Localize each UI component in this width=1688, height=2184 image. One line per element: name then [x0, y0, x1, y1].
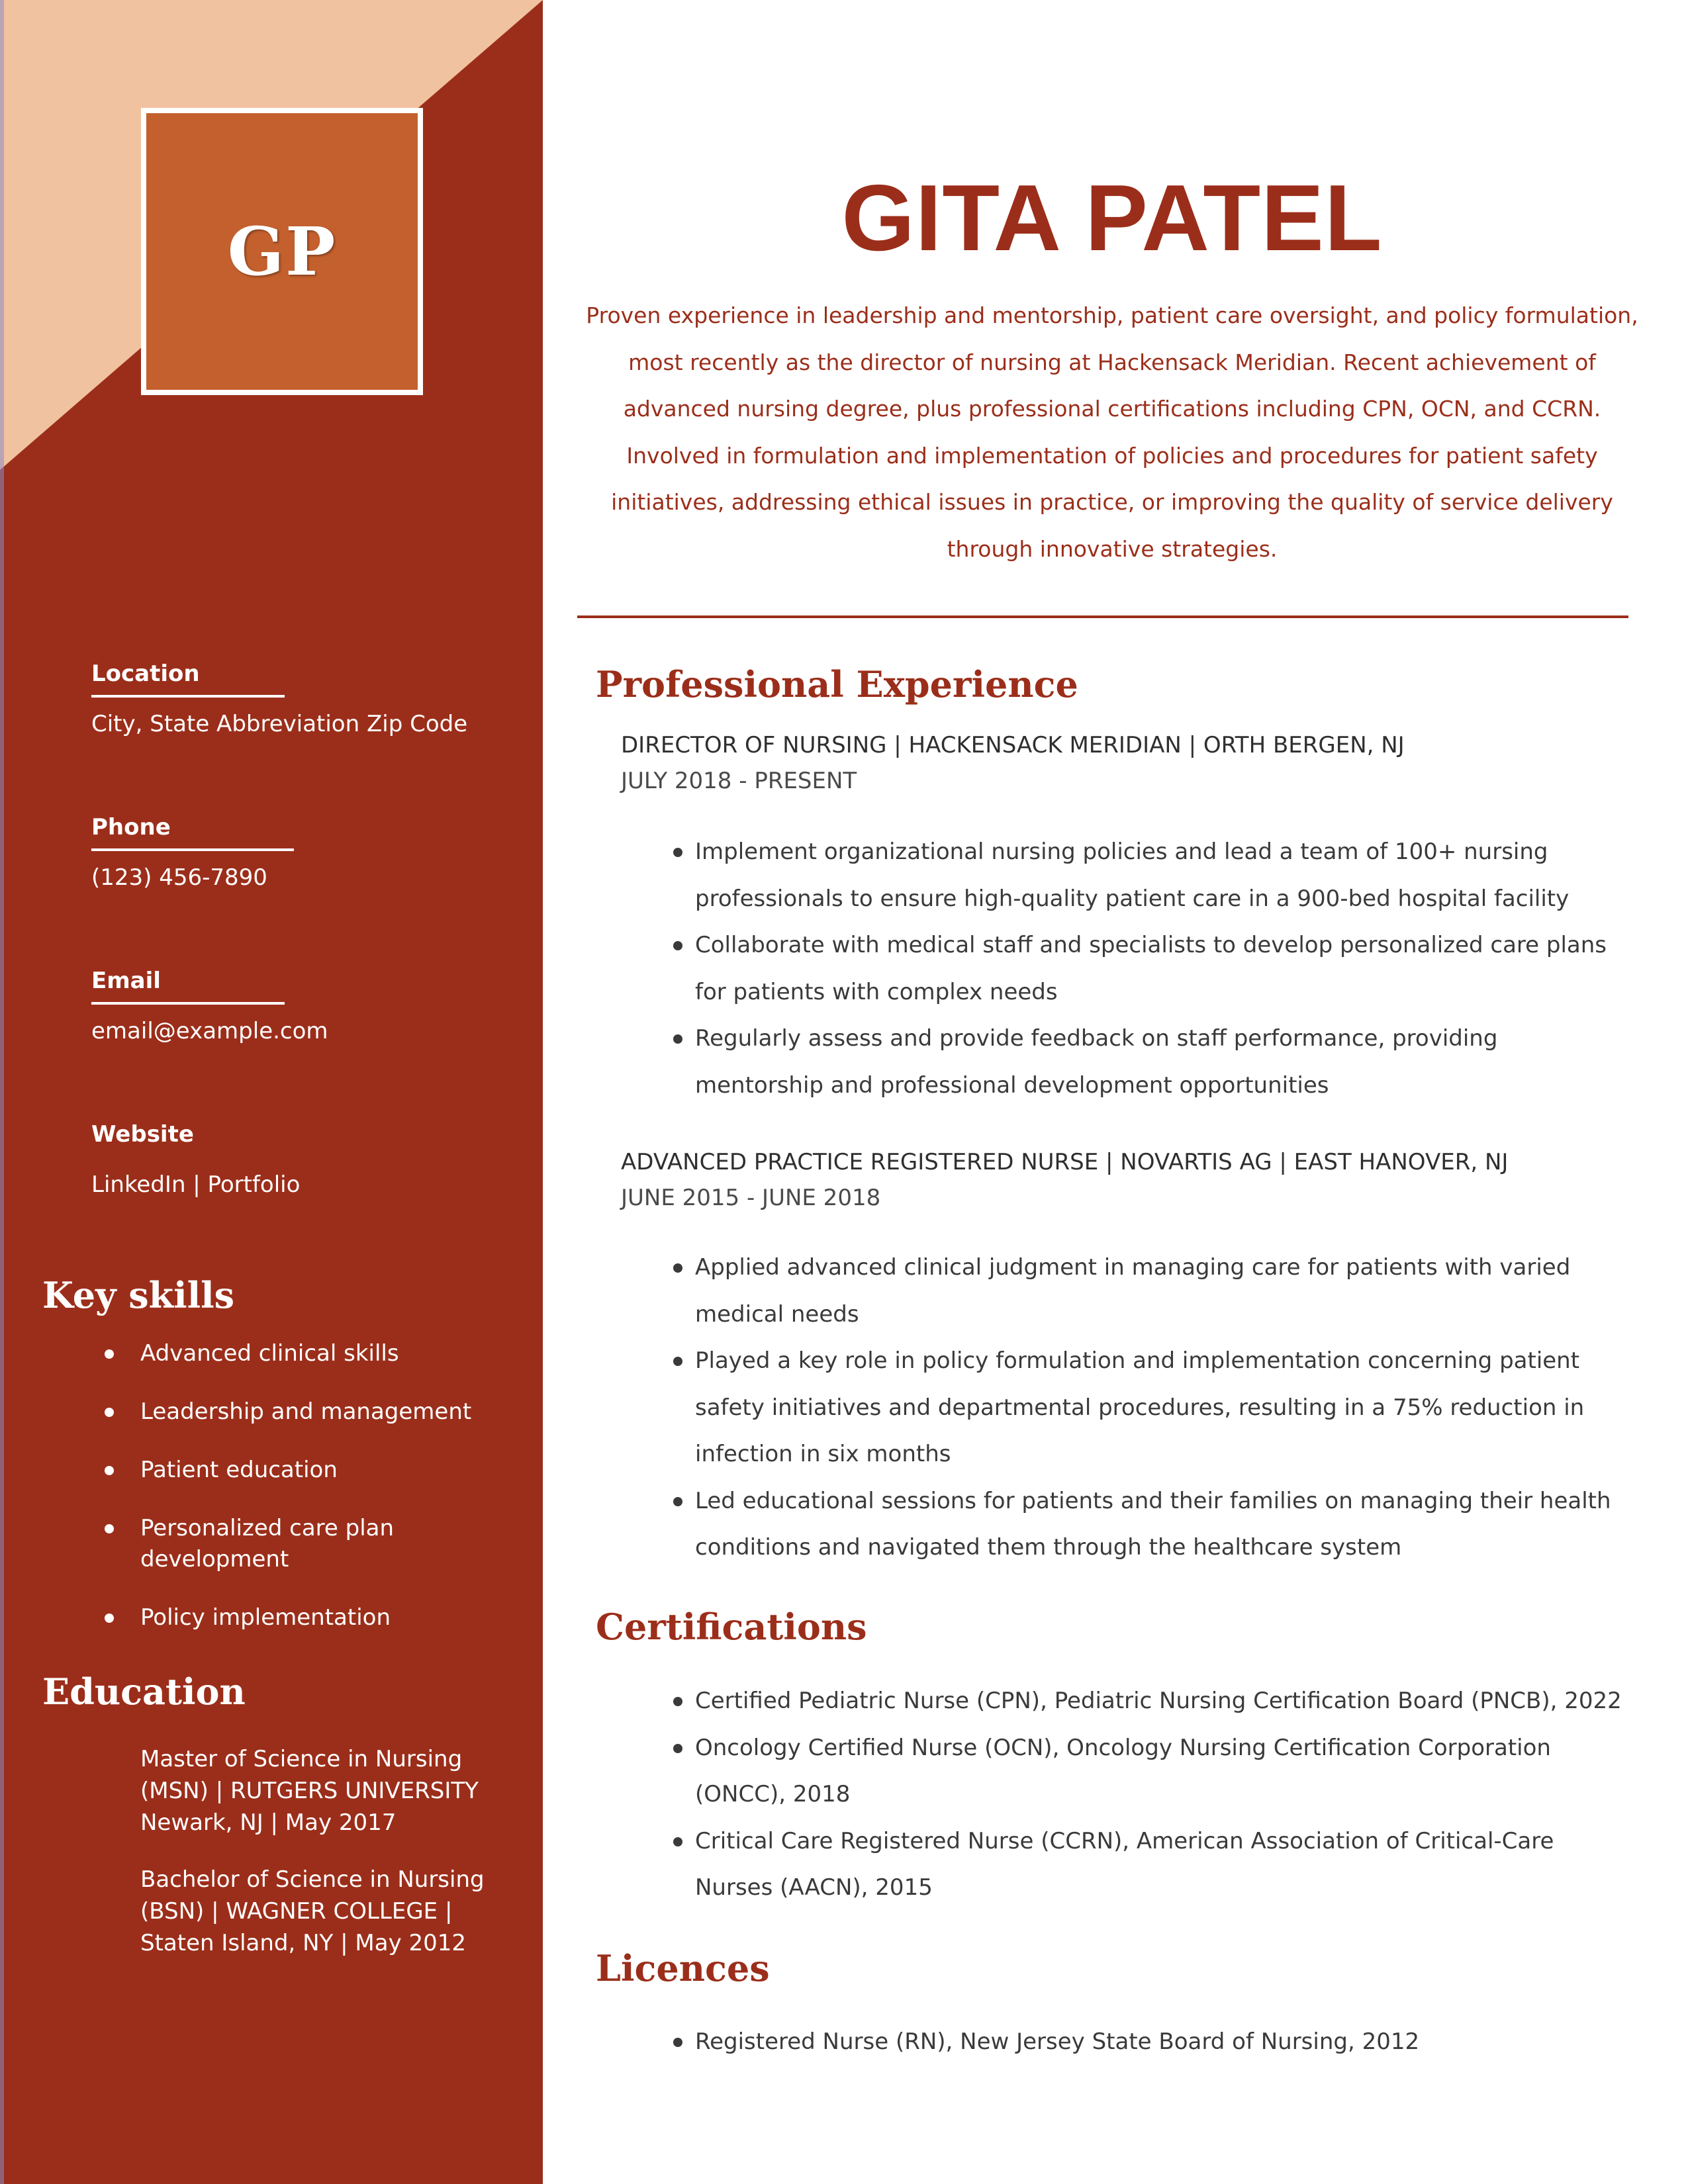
education-heading: Education [42, 1670, 246, 1713]
experience-heading: Professional Experience [596, 663, 1078, 705]
email-value[interactable]: email@example.com [91, 1018, 328, 1044]
bullet-icon [673, 941, 682, 950]
list-item: Registered Nurse (RN), New Jersey State Board of Nursing, 2012 [0, 2019, 1628, 2066]
job-title: DIRECTOR OF NURSING | HACKENSACK MERIDIAN | ORTH BERGEN, NJ [621, 732, 1405, 758]
list-item: Collaborate with medical staff and specialists to develop personalized care plans for patients with complex needs [0, 922, 1628, 1015]
bullet-icon [673, 1034, 682, 1044]
bullet-icon [673, 1744, 682, 1753]
job-bullets [0, 829, 1628, 1109]
bullet-icon [673, 1837, 682, 1846]
certifications-list [0, 1678, 1628, 1911]
monogram-initials: GP [227, 212, 337, 291]
contact-location [91, 660, 467, 737]
certifications-heading: Certifications [596, 1606, 867, 1648]
list-item: Implement organizational nursing policies and lead a team of 100+ nursing professionals to ensure high-quality patient care in a 900-bed hospital facility [0, 829, 1628, 922]
job-bullets [0, 1244, 1628, 1571]
location-label: Location [91, 660, 200, 687]
licences-heading: Licences [596, 1947, 770, 1989]
list-item: Played a key role in policy formulation and implementation concerning patient safety initiatives and departmental procedures, resulting in a 75% reduction in infection in six months [0, 1338, 1628, 1478]
email-label: Email [91, 968, 161, 994]
skill-item: Advanced clinical skills [0, 1338, 516, 1369]
monogram-badge [141, 108, 423, 395]
bullet-icon [673, 1497, 682, 1506]
list-item: Regularly assess and provide feedback on staff performance, providing mentorship and professional development opportunities [0, 1015, 1628, 1109]
phone-value[interactable]: (123) 456-7890 [91, 864, 267, 891]
list-item: Applied advanced clinical judgment in managing care for patients with varied medical needs [0, 1244, 1628, 1338]
website-label: Website [91, 1121, 194, 1148]
website-value[interactable]: LinkedIn | Portfolio [91, 1171, 301, 1198]
job-title: ADVANCED PRACTICE REGISTERED NURSE | NOVARTIS AG | EAST HANOVER, NJ [621, 1149, 1509, 1175]
education-item: Bachelor of Science in Nursing (BSN) | WAGNER COLLEGE | Staten Island, NY | May 2012 [140, 1866, 485, 1956]
key-skills-heading: Key skills [42, 1274, 235, 1316]
list-item: Critical Care Registered Nurse (CCRN), American Association of Critical-Care Nurses (AACN), 2015 [0, 1818, 1628, 1911]
contact-website [91, 1121, 300, 1198]
candidate-name: GITA PATEL [841, 165, 1383, 271]
header-divider [577, 615, 1628, 618]
list-item: Oncology Certified Nurse (OCN), Oncology Nursing Certification Corporation (ONCC), 2018 [0, 1725, 1628, 1818]
profile-summary: Proven experience in leadership and mentorship, patient care oversight, and policy formulation, most recently as the director of nursing at Hackensack Meridian. Recent achievement of advanced nursing degree, plus professional certifications including CPN, OCN, and CCRN. Involved in formulation and implementation of policies and procedures for patient safety initiatives, addressing ethical issues in practice, or improving the quality of service delivery through innovative strategies. [586, 302, 1638, 562]
job-dates: JUNE 2015 - JUNE 2018 [621, 1185, 881, 1211]
bullet-icon [105, 1614, 114, 1623]
skill-item: Patient education [0, 1455, 516, 1486]
bullet-icon [673, 1697, 682, 1706]
list-item: Certified Pediatric Nurse (CPN), Pediatric Nursing Certification Board (PNCB), 2022 [0, 1678, 1628, 1725]
skill-item: Policy implementation [0, 1602, 516, 1633]
skill-item: Personalized care plan development [0, 1513, 516, 1575]
location-value: City, State Abbreviation Zip Code [91, 711, 468, 737]
skill-item: Leadership and management [0, 1396, 516, 1428]
location-divider [91, 695, 285, 698]
bullet-icon [673, 1263, 682, 1273]
bullet-icon [673, 848, 682, 857]
bullet-icon [673, 2038, 682, 2047]
list-item: Led educational sessions for patients and their families on managing their health conditions and navigated them through the healthcare system [0, 1478, 1628, 1571]
licences-list [0, 2019, 1628, 2066]
phone-label: Phone [91, 814, 171, 841]
bullet-icon [673, 1357, 682, 1366]
education-item: Master of Science in Nursing (MSN) | RUTGERS UNIVERSITY Newark, NJ | May 2017 [140, 1746, 479, 1836]
job-dates: JULY 2018 - PRESENT [621, 768, 857, 794]
